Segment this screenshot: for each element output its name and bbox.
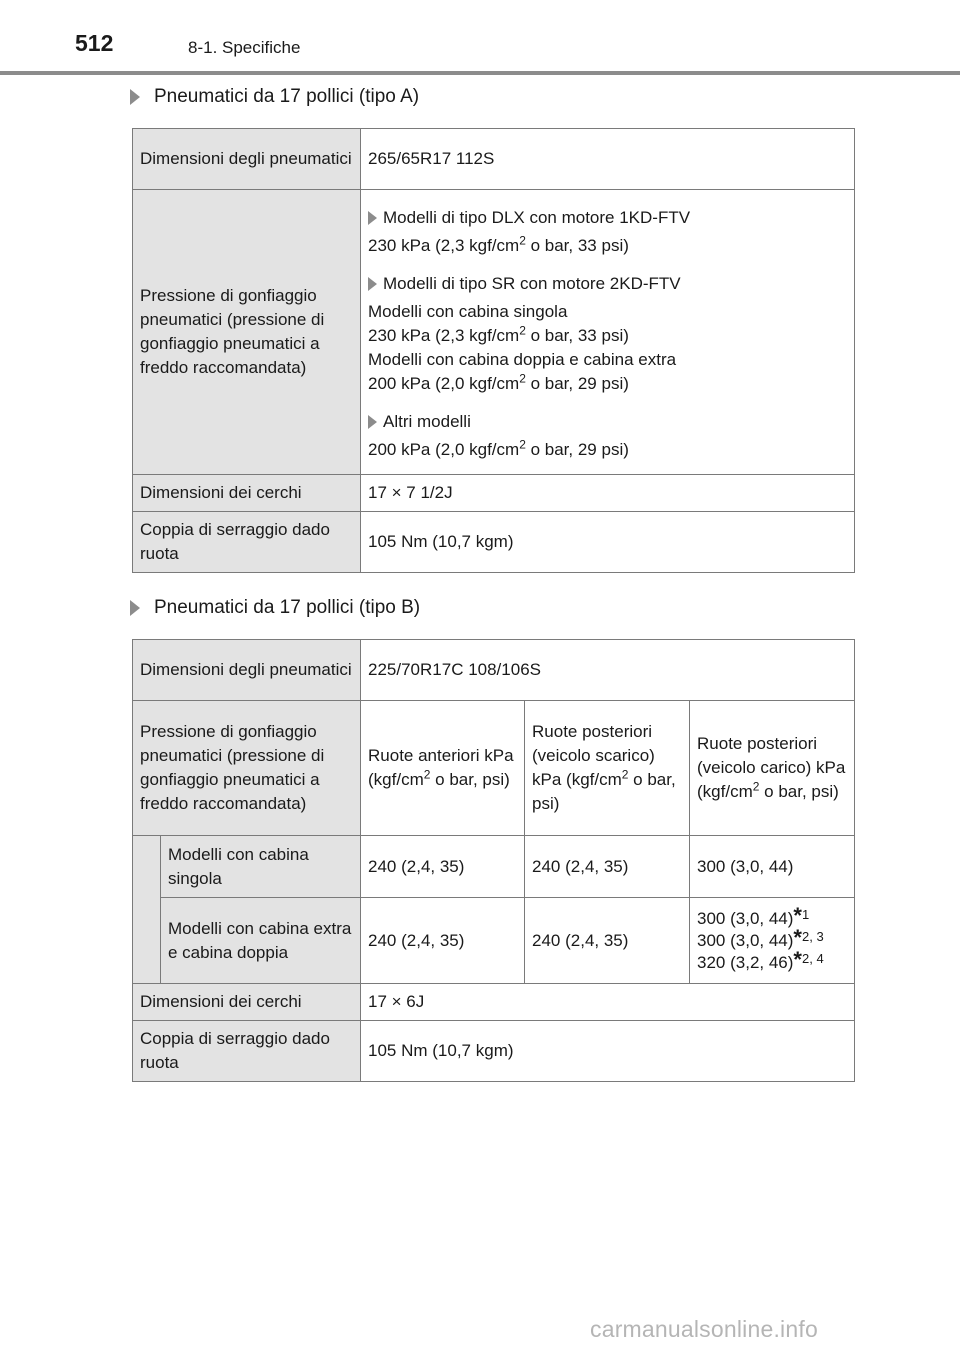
torque-label: Coppia di serraggio dado ruota <box>133 512 361 573</box>
group-title: Modelli di tipo SR con motore 2KD-FTV <box>383 273 681 293</box>
superscript: 2 <box>519 322 526 337</box>
col-rear-unloaded-header <box>525 701 690 836</box>
triangle-bullet-icon <box>368 277 377 291</box>
footnote-star: * <box>793 946 802 972</box>
table-b <box>132 639 855 1082</box>
pressure-text: Modelli con cabina singola <box>368 301 568 321</box>
table-b-heading <box>130 597 420 619</box>
header-divider <box>0 71 960 75</box>
section-title: 8-1. Specifiche <box>188 38 301 57</box>
footnote-ref: 2, 3 <box>801 928 824 944</box>
pressure-text: o bar, 33 psi) <box>525 235 629 255</box>
pressure-value: 320 (3,2, 46) <box>697 952 794 972</box>
row-label-single: Modelli con cabina singola <box>161 836 361 898</box>
table-row <box>133 984 855 1021</box>
group-title: Altri modelli <box>383 411 471 431</box>
page-number: 512 <box>75 30 114 56</box>
pressure-group-dlx <box>368 206 847 258</box>
triangle-bullet-icon <box>368 415 377 429</box>
table-a-heading-text: Pneumatici da 17 pollici (tipo A) <box>154 86 420 107</box>
pressure-text: 200 kPa (2,0 kgf/cm <box>368 439 520 459</box>
superscript: 2 <box>519 370 526 385</box>
pressure-text: o bar, 29 psi) <box>525 439 629 459</box>
triangle-bullet-icon <box>130 89 140 105</box>
pressure-text: 230 kPa (2,3 kgf/cm <box>368 235 520 255</box>
superscript: 2 <box>752 779 760 794</box>
table-row <box>133 475 855 512</box>
pressure-text: Modelli con cabina doppia e cabina extra <box>368 349 677 369</box>
table-row <box>133 701 855 836</box>
superscript: 2 <box>423 767 431 782</box>
single-front: 240 (2,4, 35) <box>361 836 525 898</box>
table-row <box>133 190 855 475</box>
pressure-text: o bar, 33 psi) <box>525 325 629 345</box>
tire-size-value: 225/70R17C 108/106S <box>361 640 855 701</box>
rim-value: 17 × 6J <box>361 984 855 1021</box>
single-rear-loaded: 300 (3,0, 44) <box>690 836 855 898</box>
header-text: Ruote posteriori (veicolo scarico) kPa (kgf/cm <box>532 722 655 789</box>
footnote-ref: 1 <box>801 906 810 922</box>
pressure-value: 300 (3,0, 44) <box>697 908 794 928</box>
table-b-heading-text: Pneumatici da 17 pollici (tipo B) <box>154 597 421 618</box>
superscript: 2 <box>621 767 629 782</box>
torque-value: 105 Nm (10,7 kgm) <box>361 512 855 573</box>
row-label-extra: Modelli con cabina extra e cabina doppia <box>161 898 361 984</box>
extra-rear-unloaded: 240 (2,4, 35) <box>525 898 690 984</box>
triangle-bullet-icon <box>368 211 377 225</box>
indent-cell <box>133 836 161 984</box>
tire-size-label: Dimensioni degli pneumatici <box>133 640 361 701</box>
footnote-star: * <box>793 924 802 950</box>
footnote-star: * <box>793 902 802 928</box>
table-row <box>133 129 855 190</box>
watermark: carmanualsonline.info <box>590 1316 818 1342</box>
table-row <box>133 836 855 898</box>
single-rear-unloaded: 240 (2,4, 35) <box>525 836 690 898</box>
torque-label: Coppia di serraggio dado ruota <box>133 1021 361 1082</box>
pressure-text: o bar, 29 psi) <box>525 373 629 393</box>
table-row <box>133 898 855 984</box>
triangle-bullet-icon <box>130 600 140 616</box>
torque-value: 105 Nm (10,7 kgm) <box>361 1021 855 1082</box>
superscript: 2 <box>519 232 526 247</box>
pressure-value: 300 (3,0, 44) <box>697 930 794 950</box>
pressure-label: Pressione di gonfiaggio pneumatici (pressione di gonfiaggio pneumatici a freddo raccomandata) <box>133 190 361 475</box>
header-text: Ruote posteriori (veicolo carico) kPa (kgf/cm <box>697 734 846 801</box>
table-row <box>133 512 855 573</box>
extra-front: 240 (2,4, 35) <box>361 898 525 984</box>
rim-label: Dimensioni dei cerchi <box>133 984 361 1021</box>
tire-size-label: Dimensioni degli pneumatici <box>133 129 361 190</box>
header-text: Ruote anteriori kPa (kgf/cm <box>368 746 514 789</box>
col-rear-loaded-header <box>690 701 855 836</box>
pressure-text: 230 kPa (2,3 kgf/cm <box>368 325 520 345</box>
superscript: 2 <box>519 436 526 451</box>
table-row <box>133 640 855 701</box>
pressure-text: 200 kPa (2,0 kgf/cm <box>368 373 520 393</box>
table-a <box>132 128 855 573</box>
col-front-header <box>361 701 525 836</box>
header-text: o bar, psi) <box>759 782 839 801</box>
header-text: o bar, psi) <box>532 770 676 813</box>
table-a-heading <box>130 86 419 108</box>
tire-size-value: 265/65R17 112S <box>361 129 855 190</box>
pressure-label: Pressione di gonfiaggio pneumatici (pressione di gonfiaggio pneumatici a freddo raccomandata) <box>133 701 361 836</box>
pressure-value-cell <box>361 190 855 475</box>
pressure-group-other <box>368 410 847 462</box>
extra-rear-loaded <box>690 898 855 984</box>
group-title: Modelli di tipo DLX con motore 1KD-FTV <box>383 207 691 227</box>
header-text: o bar, psi) <box>430 770 510 789</box>
table-row <box>133 1021 855 1082</box>
pressure-group-sr <box>368 272 847 396</box>
footnote-ref: 2, 4 <box>801 950 824 966</box>
page-header <box>0 0 960 76</box>
rim-value: 17 × 7 1/2J <box>361 475 855 512</box>
rim-label: Dimensioni dei cerchi <box>133 475 361 512</box>
